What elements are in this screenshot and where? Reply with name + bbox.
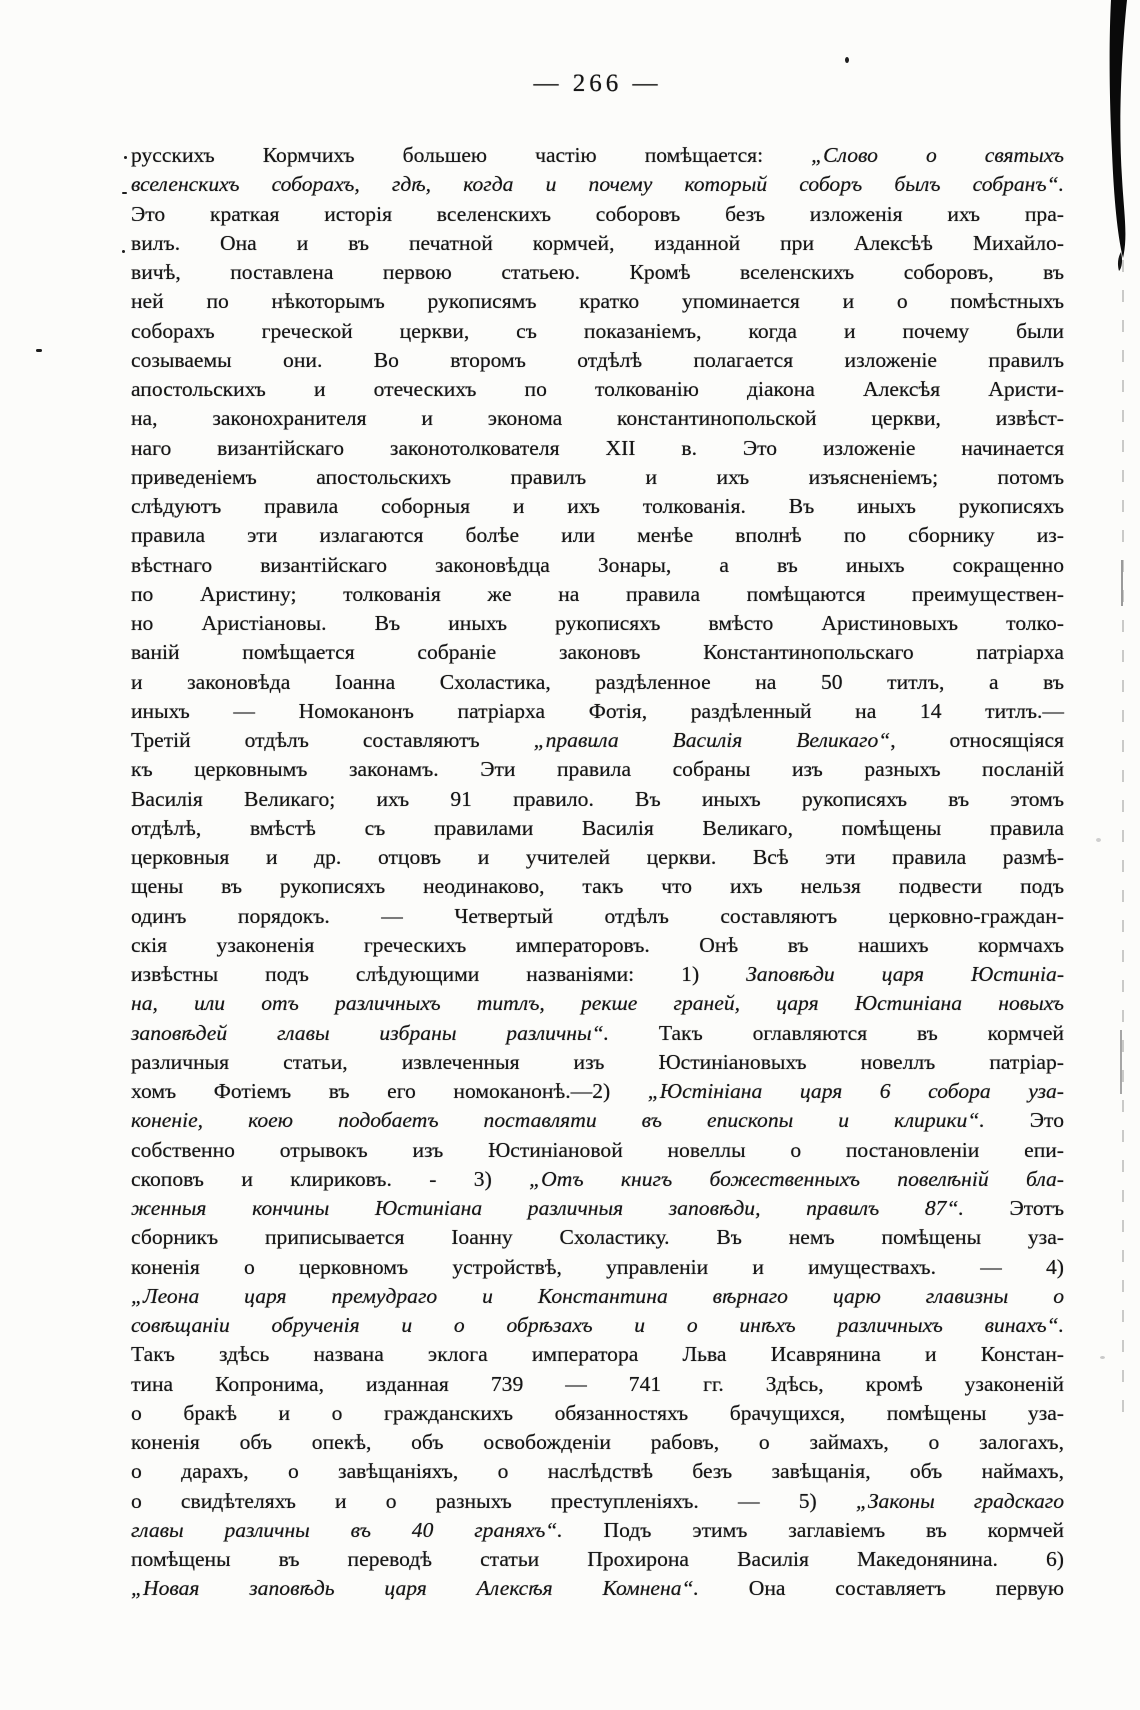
text-line: соборахъ греческой церкви, съ показаніемъ, когда и почему были bbox=[131, 318, 1064, 343]
scratch-dash-artifact bbox=[1121, 560, 1123, 606]
text-line: на, законохранителя и эконома константинопольской церкви, извѣст- bbox=[131, 406, 1064, 431]
text-line: о дарахъ, о завѣщаніяхъ, о наслѣдствѣ безъ завѣщанія, объ наймахъ, bbox=[131, 1459, 1064, 1484]
text-line: тина Копронима, изданная 739 — 741 гг. Здѣсь, кромѣ узаконеній bbox=[131, 1371, 1064, 1396]
text-line: совѣщаніи обрученія и о обрѣзахъ и о инѣхъ различныхъ винахъ“. bbox=[131, 1313, 1064, 1337]
ink-speck bbox=[1096, 838, 1101, 842]
text-line: „Леона царя премудраго и Константина вѣрнаго царю главизны о bbox=[131, 1283, 1064, 1308]
text-line: русскихъ Кормчихъ большею частію помѣщается: „Слово о святыхъ bbox=[131, 143, 1064, 167]
text-line: скоповъ и клириковъ. - 3) „Отъ книгъ божественныхъ повелѣній бла- bbox=[131, 1166, 1064, 1191]
text-line: сборникъ приписывается Іоанну Схоластику. Въ немъ помѣщены уза- bbox=[131, 1225, 1064, 1250]
text-line: вилъ. Она и въ печатной кормчей, изданной при Алексѣѣ Михайло- bbox=[131, 230, 1064, 255]
text-line: помѣщены въ переводѣ статьи Прохирона Василія Македонянина. 6) bbox=[131, 1547, 1064, 1571]
text-line: коненіе, коею подобаетъ поставляти въ епископы и клирики“. Это bbox=[131, 1108, 1064, 1133]
text-line: „Новая заповѣдь царя Алексѣя Комнена“. Она составляетъ первую bbox=[131, 1576, 1064, 1601]
text-line: апостольскихъ и отеческихъ по толкованію діакона Алексѣя Аристи- bbox=[131, 377, 1064, 401]
text-line: слѣдуютъ правила соборныя и ихъ толкованія. Въ иныхъ рукописяхъ bbox=[131, 494, 1064, 518]
scratch-dash-artifact bbox=[1120, 1030, 1122, 1094]
text-line: Третій отдѣлъ составляютъ „правила Василія Великаго“, относящіяся bbox=[131, 728, 1064, 752]
text-line: Василія Великаго; ихъ 91 правило. Въ иныхъ рукописяхъ въ этомъ bbox=[131, 786, 1064, 811]
text-line: скія узаконенія греческихъ императоровъ. Онѣ въ нашихъ кормчахъ bbox=[131, 932, 1064, 957]
text-line: церковныя и др. отцовъ и учителей церкви. Всѣ эти правила размѣ- bbox=[131, 845, 1064, 869]
text-line: иныхъ — Номоканонъ патріарха Фотія, раздѣленный на 14 титлъ.— bbox=[131, 698, 1064, 723]
text-line: о свидѣтеляхъ и о разныхъ преступленіяхъ. — 5) „Законы градскаго bbox=[131, 1488, 1065, 1513]
ink-speck bbox=[845, 57, 849, 63]
text-line: на, или отъ различныхъ титлъ, рекше граней, царя Юстиніана новыхъ bbox=[131, 991, 1064, 1016]
text-line: но Аристіановы. Въ иныхъ рукописяхъ вмѣсто Аристиновыхъ толко- bbox=[131, 611, 1064, 635]
text-line: одинъ порядокъ. — Четвертый отдѣлъ составляютъ церковно-граждан- bbox=[131, 903, 1064, 928]
ink-speck bbox=[36, 349, 42, 352]
text-line: собственно отрывокъ изъ Юстиніановой новеллы о постановленіи епи- bbox=[131, 1137, 1064, 1162]
text-line: вѣстнаго византійскаго законовѣдца Зонары, а въ иныхъ сокращенно bbox=[131, 552, 1064, 577]
text-line: Это краткая исторія вселенскихъ соборовъ безъ изложенія ихъ пра- bbox=[131, 201, 1064, 226]
page-number: — 266 — bbox=[533, 70, 662, 97]
text-line: о бракѣ и о гражданскихъ обязанностяхъ брачущихся, помѣщены уза- bbox=[131, 1400, 1064, 1425]
text-line: и законовѣда Іоанна Схоластика, раздѣленное на 50 титлъ, а въ bbox=[131, 669, 1064, 694]
text-line: отдѣлѣ, вмѣстѣ съ правилами Василія Великаго, помѣщены правила bbox=[131, 815, 1064, 840]
text-line: щены въ рукописяхъ неодинаково, такъ что ихъ нельзя подвести подъ bbox=[131, 874, 1064, 899]
text-line: наго византійскаго законотолкователя XII в. Это изложеніе начинается bbox=[131, 435, 1064, 460]
text-line: созываемы они. Во второмъ отдѣлѣ полагается изложеніе правилъ bbox=[131, 347, 1064, 372]
text-line: коненія о церковномъ устройствѣ, управленіи и имуществахъ. — 4) bbox=[131, 1254, 1064, 1279]
text-line: правила эти излагаются болѣе или менѣе вполнѣ по сборнику из- bbox=[131, 523, 1064, 548]
text-line: различныя статьи, извлеченныя изъ Юстиніановыхъ новеллъ патріар- bbox=[131, 1049, 1064, 1074]
text-line: Такъ здѣсь названа эклога императора Льва Исаврянина и Констан- bbox=[131, 1342, 1064, 1367]
text-line: хомъ Фотіемъ въ его номоканонѣ.—2) „Юстініана царя 6 собора уза- bbox=[131, 1079, 1064, 1103]
text-line: женныя кончины Юстиніана различныя заповѣди, правилъ 87“. Этотъ bbox=[131, 1196, 1065, 1220]
text-line: вселенскихъ соборахъ, гдѣ, когда и почему который соборъ былъ собранъ“. bbox=[131, 172, 1064, 197]
text-line: заповѣдей главы избраны различны“. Такъ оглавляются въ кормчей bbox=[131, 1020, 1064, 1045]
ink-speck bbox=[124, 156, 127, 159]
ink-speck bbox=[122, 192, 127, 194]
text-line: главы различны въ 40 граняхъ“. Подъ этимъ заглавіемъ въ кормчей bbox=[131, 1517, 1064, 1542]
text-line: извѣстны подъ слѣдующими названіями: 1) Заповѣди царя Юстиніа- bbox=[131, 962, 1065, 986]
text-block bbox=[131, 141, 1064, 1604]
text-line: приведеніемъ апостольскихъ правилъ и ихъ изъясненіемъ; потомъ bbox=[131, 464, 1064, 489]
scratch-line-artifact bbox=[1122, 260, 1124, 1420]
text-line: ваній помѣщается собраніе законовъ Константинопольскаго патріарха bbox=[131, 640, 1064, 665]
ink-speck bbox=[122, 250, 125, 253]
text-line: ней по нѣкоторымъ рукописямъ кратко упоминается и о помѣстныхъ bbox=[131, 289, 1064, 314]
ink-speck bbox=[1100, 1356, 1105, 1359]
text-line: по Аристину; толкованія же на правила помѣщаются преимуществен- bbox=[131, 581, 1064, 606]
text-line: вичѣ, поставлена первою статьею. Кромѣ вселенскихъ соборовъ, въ bbox=[131, 260, 1064, 284]
ink-smudge-artifact bbox=[1103, 0, 1137, 272]
text-line: къ церковнымъ законамъ. Эти правила собраны изъ разныхъ посланій bbox=[131, 757, 1064, 782]
text-line: коненія объ опекѣ, объ освобожденіи рабовъ, о займахъ, о залогахъ, bbox=[131, 1430, 1064, 1454]
